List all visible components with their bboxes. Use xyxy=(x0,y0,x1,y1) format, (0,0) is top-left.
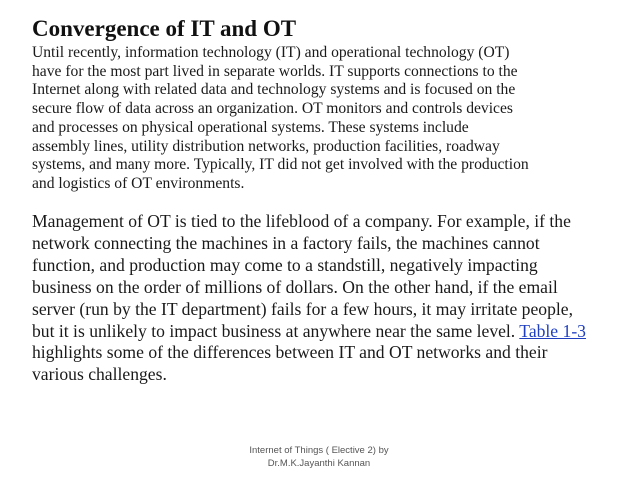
paragraph-intro-line: Until recently, information technology (IT) and operational technology (OT) xyxy=(32,44,510,61)
paragraph-intro-line: systems, and many more. Typically, IT did not get involved with the production xyxy=(32,156,529,174)
footer-course-line: Internet of Things ( Elective 2) by xyxy=(249,445,389,456)
paragraph-management-line: highlights some of the differences between IT and OT networks and their xyxy=(32,342,548,363)
paragraph-intro-line: Internet along with related data and technology systems and is focused on the xyxy=(32,81,516,99)
paragraph-management-line: various challenges. xyxy=(32,364,167,385)
paragraph-intro-line: and processes on physical operational systems. These systems include xyxy=(32,118,469,136)
paragraph-intro-line: assembly lines, utility distribution networks, production facilities, roadway xyxy=(32,137,500,155)
footer-author-line: Dr.M.K.Jayanthi Kannan xyxy=(267,458,371,469)
paragraph-intro xyxy=(32,44,607,194)
slide-footer xyxy=(219,444,419,470)
table-1-3-link[interactable]: Table 1-3 xyxy=(519,320,586,341)
paragraph-intro-line: have for the most part lived in separate worlds. IT supports connections to the xyxy=(32,62,518,80)
paragraph-management-line: network connecting the machines in a factory fails, the machines cannot xyxy=(32,232,540,253)
paragraph-intro-line: and logistics of OT environments. xyxy=(32,174,245,192)
link-prefix-text: but it is unlikely to impact business at anywhere near the same level. xyxy=(32,320,520,341)
slide-title: Convergence of IT and OT xyxy=(32,16,297,41)
paragraph-intro-line: secure flow of data across an organization. OT monitors and controls devices xyxy=(32,100,513,118)
paragraph-management xyxy=(32,211,622,386)
paragraph-management-line: business on the order of millions of dollars. On the other hand, if the email xyxy=(32,276,558,297)
paragraph-management-line: function, and production may come to a standstill, negatively impacting xyxy=(32,254,538,275)
paragraph-management-line: Management of OT is tied to the lifeblood of a company. For example, if the xyxy=(32,211,571,231)
paragraph-management-line: server (run by the IT department) fails for a few hours, it may irritate people, xyxy=(32,298,573,319)
paragraph-management-line-with-link xyxy=(32,321,622,343)
